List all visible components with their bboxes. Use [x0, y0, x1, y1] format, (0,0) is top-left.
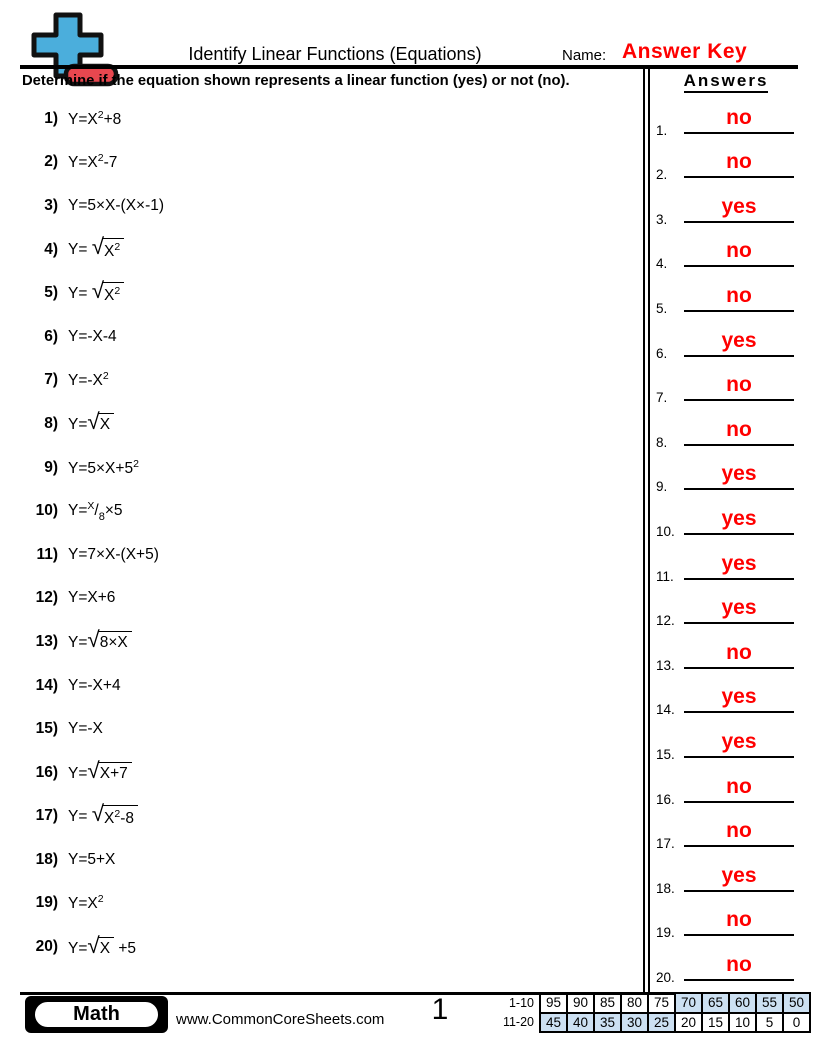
- grade-cell: 35: [594, 1013, 621, 1033]
- problem-row: [24, 141, 634, 185]
- answer-value: no: [726, 283, 752, 307]
- problem-equation: [68, 720, 103, 738]
- radical-sign-icon: √: [91, 277, 105, 303]
- answer-value: no: [726, 908, 752, 932]
- eq-sup: 2: [114, 807, 121, 820]
- eq-sup: 2: [133, 457, 139, 470]
- answer-value: yes: [721, 863, 757, 887]
- website-text: www.CommonCoreSheets.com: [176, 1011, 385, 1028]
- grade-row-label: 11-20: [502, 1015, 534, 1030]
- answer-number: 10.: [656, 523, 675, 539]
- radicand: [98, 631, 132, 652]
- page-number: 1: [431, 993, 449, 1026]
- eq-txt: 8×X: [99, 634, 128, 652]
- grade-cell: 30: [621, 1013, 648, 1033]
- answer-row: [656, 139, 796, 184]
- problem-row: [24, 315, 634, 359]
- answers-heading: [656, 71, 796, 91]
- eq-txt: Y=: [68, 807, 92, 825]
- answer-line: [684, 444, 794, 446]
- radical-sign-icon: √: [87, 758, 100, 784]
- problem-number: 7): [44, 371, 58, 389]
- answer-number: 16.: [656, 791, 675, 807]
- problem-equation: [68, 328, 117, 346]
- radicand: [102, 805, 138, 828]
- problem-equation: [68, 589, 115, 607]
- radicand: [102, 282, 124, 305]
- sqrt-radical: [91, 277, 125, 305]
- radical-sign-icon: √: [87, 627, 100, 653]
- answer-row: [656, 362, 796, 407]
- answer-row: [656, 451, 796, 496]
- problem-equation: [68, 758, 132, 784]
- problem-row: [24, 271, 634, 315]
- problem-row: [24, 882, 634, 926]
- radical-sign-icon: √: [91, 234, 105, 260]
- grading-table: [493, 992, 811, 1033]
- answer-row: [656, 94, 796, 139]
- eq-txt: Y=: [68, 939, 88, 957]
- answer-row: [656, 183, 796, 228]
- answer-value: yes: [721, 194, 757, 218]
- answer-row: [656, 763, 796, 808]
- eq-txt: X: [104, 286, 115, 304]
- answer-number: 12.: [656, 613, 675, 629]
- problem-number: 4): [44, 240, 58, 258]
- grade-cell: 55: [756, 993, 783, 1013]
- answer-value: no: [726, 640, 752, 664]
- grade-cell: 65: [702, 993, 729, 1013]
- page-title: Identify Linear Functions (Equations): [188, 44, 482, 64]
- problem-number: 6): [44, 327, 58, 345]
- answer-line: [684, 711, 794, 713]
- eq-sup: X: [87, 499, 95, 512]
- answer-line: [684, 176, 794, 178]
- answer-number: 14.: [656, 702, 675, 718]
- problem-row: [24, 184, 634, 228]
- problem-equation: [68, 851, 115, 869]
- problem-equation: [68, 197, 164, 215]
- answer-row: [656, 585, 796, 630]
- grade-cell: 45: [540, 1013, 567, 1033]
- name-label: Name:: [562, 47, 607, 64]
- answer-number: 8.: [656, 434, 668, 450]
- answer-value: no: [726, 105, 752, 129]
- problem-number: 12): [35, 589, 58, 607]
- eq-txt: Y=5×X-(X×-1): [68, 196, 165, 214]
- grade-cell: 60: [729, 993, 756, 1013]
- eq-sup: 2: [97, 152, 104, 165]
- eq-txt: Y=: [68, 284, 92, 302]
- answer-line: [684, 310, 794, 312]
- answer-line: [684, 221, 794, 223]
- answer-value: no: [726, 819, 752, 843]
- answer-value: yes: [721, 328, 757, 352]
- answer-row: [656, 852, 796, 897]
- answer-line: [684, 890, 794, 892]
- answer-line: [684, 399, 794, 401]
- eq-txt: /: [94, 501, 99, 519]
- problem-number: 18): [35, 850, 58, 868]
- answer-value: yes: [721, 596, 757, 620]
- radical-sign-icon: √: [87, 932, 100, 958]
- radical-sign-icon: √: [87, 409, 100, 435]
- eq-txt: Y=-X-4: [68, 327, 117, 345]
- eq-sub: 8: [98, 510, 105, 523]
- answer-number: 7.: [656, 390, 668, 406]
- answer-number: 5.: [656, 300, 668, 316]
- problem-number: 16): [35, 763, 58, 781]
- eq-txt: X: [104, 243, 115, 261]
- problem-row: [24, 446, 634, 490]
- answer-row: [656, 495, 796, 540]
- answer-number: 20.: [656, 969, 675, 985]
- grade-cell: 85: [594, 993, 621, 1013]
- questions-list: [24, 97, 634, 969]
- instruction-text: Determine if the equation shown represents a linear function (yes) or not (no).: [22, 73, 570, 89]
- answer-number: 17.: [656, 836, 675, 852]
- answer-number: 2.: [656, 167, 668, 183]
- answer-value: no: [726, 239, 752, 263]
- problem-equation: [68, 893, 104, 913]
- problem-number: 8): [44, 414, 58, 432]
- answer-row: [656, 272, 796, 317]
- eq-txt: X: [99, 939, 111, 957]
- radicand: [98, 413, 114, 434]
- answer-row: [656, 897, 796, 942]
- radicand: [98, 937, 114, 958]
- grade-cell: 15: [702, 1013, 729, 1033]
- problem-number: 15): [35, 720, 58, 738]
- answer-row: [656, 941, 796, 986]
- answer-row: [656, 674, 796, 719]
- problem-number: 17): [35, 807, 58, 825]
- problem-row: [24, 359, 634, 403]
- problem-number: 13): [35, 632, 58, 650]
- answer-line: [684, 533, 794, 535]
- eq-txt: Y=: [68, 416, 88, 434]
- answer-line: [684, 265, 794, 267]
- answer-line: [684, 488, 794, 490]
- grade-cell: 25: [648, 1013, 675, 1033]
- problem-number: 19): [35, 894, 58, 912]
- eq-txt: X+7: [99, 765, 128, 783]
- answer-line: [684, 355, 794, 357]
- problem-equation: [68, 627, 132, 653]
- eq-txt: -7: [103, 154, 118, 172]
- answer-row: [656, 718, 796, 763]
- grade-cell: 50: [783, 993, 810, 1013]
- answer-number: 11.: [656, 568, 674, 584]
- name-value: Answer Key: [622, 40, 748, 63]
- problem-equation: [68, 932, 137, 958]
- sqrt-radical: [91, 800, 138, 828]
- grade-row: [493, 993, 810, 1013]
- sqrt-radical: [87, 409, 114, 435]
- grade-cell: 5: [756, 1013, 783, 1033]
- answer-number: 4.: [656, 256, 668, 272]
- answer-number: 6.: [656, 345, 668, 361]
- answer-line: [684, 578, 794, 580]
- answer-row: [656, 228, 796, 273]
- answer-number: 15.: [656, 746, 675, 762]
- answer-value: yes: [721, 685, 757, 709]
- grade-cell: 75: [648, 993, 675, 1013]
- grade-cell: 0: [783, 1013, 810, 1033]
- eq-txt: Y=: [68, 634, 88, 652]
- answer-value: no: [726, 417, 752, 441]
- answer-value: yes: [721, 462, 757, 486]
- grade-cell: 40: [567, 1013, 594, 1033]
- eq-sup: 2: [102, 370, 109, 383]
- header-rule: [20, 65, 798, 69]
- problem-number: 14): [35, 676, 58, 694]
- eq-txt: Y=X: [68, 895, 98, 913]
- problem-number: 3): [44, 196, 58, 214]
- answer-line: [684, 934, 794, 936]
- eq-txt: +5: [114, 939, 137, 957]
- radicand: [102, 238, 124, 261]
- problem-equation: [68, 152, 117, 172]
- eq-txt: ×5: [104, 501, 123, 519]
- problem-number: 9): [44, 458, 58, 476]
- answer-number: 9.: [656, 479, 668, 495]
- problem-row: [24, 751, 634, 795]
- eq-txt: Y=: [68, 241, 92, 259]
- answer-value: yes: [721, 506, 757, 530]
- grade-cell: 90: [567, 993, 594, 1013]
- problem-row: [24, 925, 634, 969]
- answers-heading-text: Answers: [684, 71, 769, 93]
- answer-value: no: [726, 150, 752, 174]
- sqrt-radical: [87, 627, 131, 653]
- problem-equation: [68, 800, 138, 828]
- answer-number: 13.: [656, 657, 675, 673]
- eq-txt: Y=X: [68, 154, 98, 172]
- eq-sup: 2: [114, 284, 121, 297]
- eq-sup: 2: [97, 108, 104, 121]
- problem-number: 11): [36, 545, 58, 563]
- problem-equation: [68, 546, 159, 564]
- eq-txt: X: [99, 416, 111, 434]
- problem-row: [24, 533, 634, 577]
- problem-row: [24, 620, 634, 664]
- problem-equation: [68, 109, 121, 129]
- problem-number: 2): [44, 153, 58, 171]
- problem-equation: [68, 370, 109, 390]
- grade-cell: 70: [675, 993, 702, 1013]
- answers-list: [656, 94, 796, 986]
- eq-txt: Y=-X: [68, 720, 103, 738]
- grade-cell: 80: [621, 993, 648, 1013]
- grade-row: [493, 1013, 810, 1033]
- answer-line: [684, 756, 794, 758]
- problem-row: [24, 228, 634, 272]
- eq-txt: Y=-X: [68, 372, 103, 390]
- problem-row: [24, 577, 634, 621]
- answer-value: yes: [721, 551, 757, 575]
- problem-row: [24, 489, 634, 533]
- answer-row: [656, 540, 796, 585]
- answer-line: [684, 667, 794, 669]
- problem-equation: [68, 409, 114, 435]
- answer-row: [656, 406, 796, 451]
- problem-number: 20): [35, 938, 58, 956]
- answer-line: [684, 979, 794, 981]
- problem-number: 1): [44, 109, 58, 127]
- sqrt-radical: [87, 758, 131, 784]
- answer-number: 18.: [656, 880, 675, 896]
- grade-cell: 10: [729, 1013, 756, 1033]
- problem-equation: [68, 234, 124, 261]
- sqrt-radical: [91, 234, 125, 261]
- grade-cell: 20: [675, 1013, 702, 1033]
- answer-row: [656, 808, 796, 853]
- answer-number: 1.: [656, 122, 668, 138]
- eq-txt: Y=5+X: [68, 850, 116, 868]
- eq-sup: 2: [114, 241, 121, 254]
- radical-sign-icon: √: [91, 800, 105, 826]
- problem-equation: [68, 277, 124, 305]
- eq-txt: +8: [103, 110, 122, 128]
- problem-row: [24, 97, 634, 141]
- problem-equation: [68, 500, 123, 523]
- problem-equation: [68, 458, 139, 478]
- answer-number: 19.: [656, 925, 675, 941]
- eq-txt: Y=7×X-(X+5): [68, 545, 159, 563]
- answer-line: [684, 845, 794, 847]
- column-divider: [643, 68, 650, 992]
- grade-cell: 95: [540, 993, 567, 1013]
- answer-row: [656, 629, 796, 674]
- problem-number: 10): [35, 502, 58, 520]
- eq-txt: Y=X+6: [68, 589, 116, 607]
- eq-txt: Y=5×X+5: [68, 459, 134, 477]
- subject-label: Math: [32, 999, 161, 1030]
- eq-sup: 2: [97, 893, 104, 906]
- answer-row: [656, 317, 796, 362]
- answer-line: [684, 132, 794, 134]
- problem-row: [24, 707, 634, 751]
- sqrt-radical: [87, 932, 114, 958]
- problem-row: [24, 402, 634, 446]
- radicand: [98, 762, 132, 783]
- answer-value: no: [726, 774, 752, 798]
- answer-line: [684, 801, 794, 803]
- problem-row: [24, 795, 634, 839]
- problem-row: [24, 838, 634, 882]
- eq-txt: Y=-X+4: [68, 676, 121, 694]
- answer-value: no: [726, 952, 752, 976]
- answer-line: [684, 622, 794, 624]
- answer-value: yes: [721, 729, 757, 753]
- footer: [0, 992, 816, 1044]
- eq-txt: Y=: [68, 765, 88, 783]
- problem-equation: [68, 677, 121, 695]
- problem-row: [24, 664, 634, 708]
- problem-number: 5): [44, 284, 58, 302]
- eq-txt: Y=: [68, 501, 88, 519]
- answers-column: [656, 71, 796, 986]
- subject-badge: [25, 996, 168, 1033]
- eq-txt: X: [104, 809, 115, 827]
- answer-value: no: [726, 373, 752, 397]
- grade-row-label: 1-10: [508, 995, 534, 1010]
- eq-txt: Y=X: [68, 110, 98, 128]
- eq-txt: -8: [120, 809, 135, 827]
- answer-number: 3.: [656, 211, 668, 227]
